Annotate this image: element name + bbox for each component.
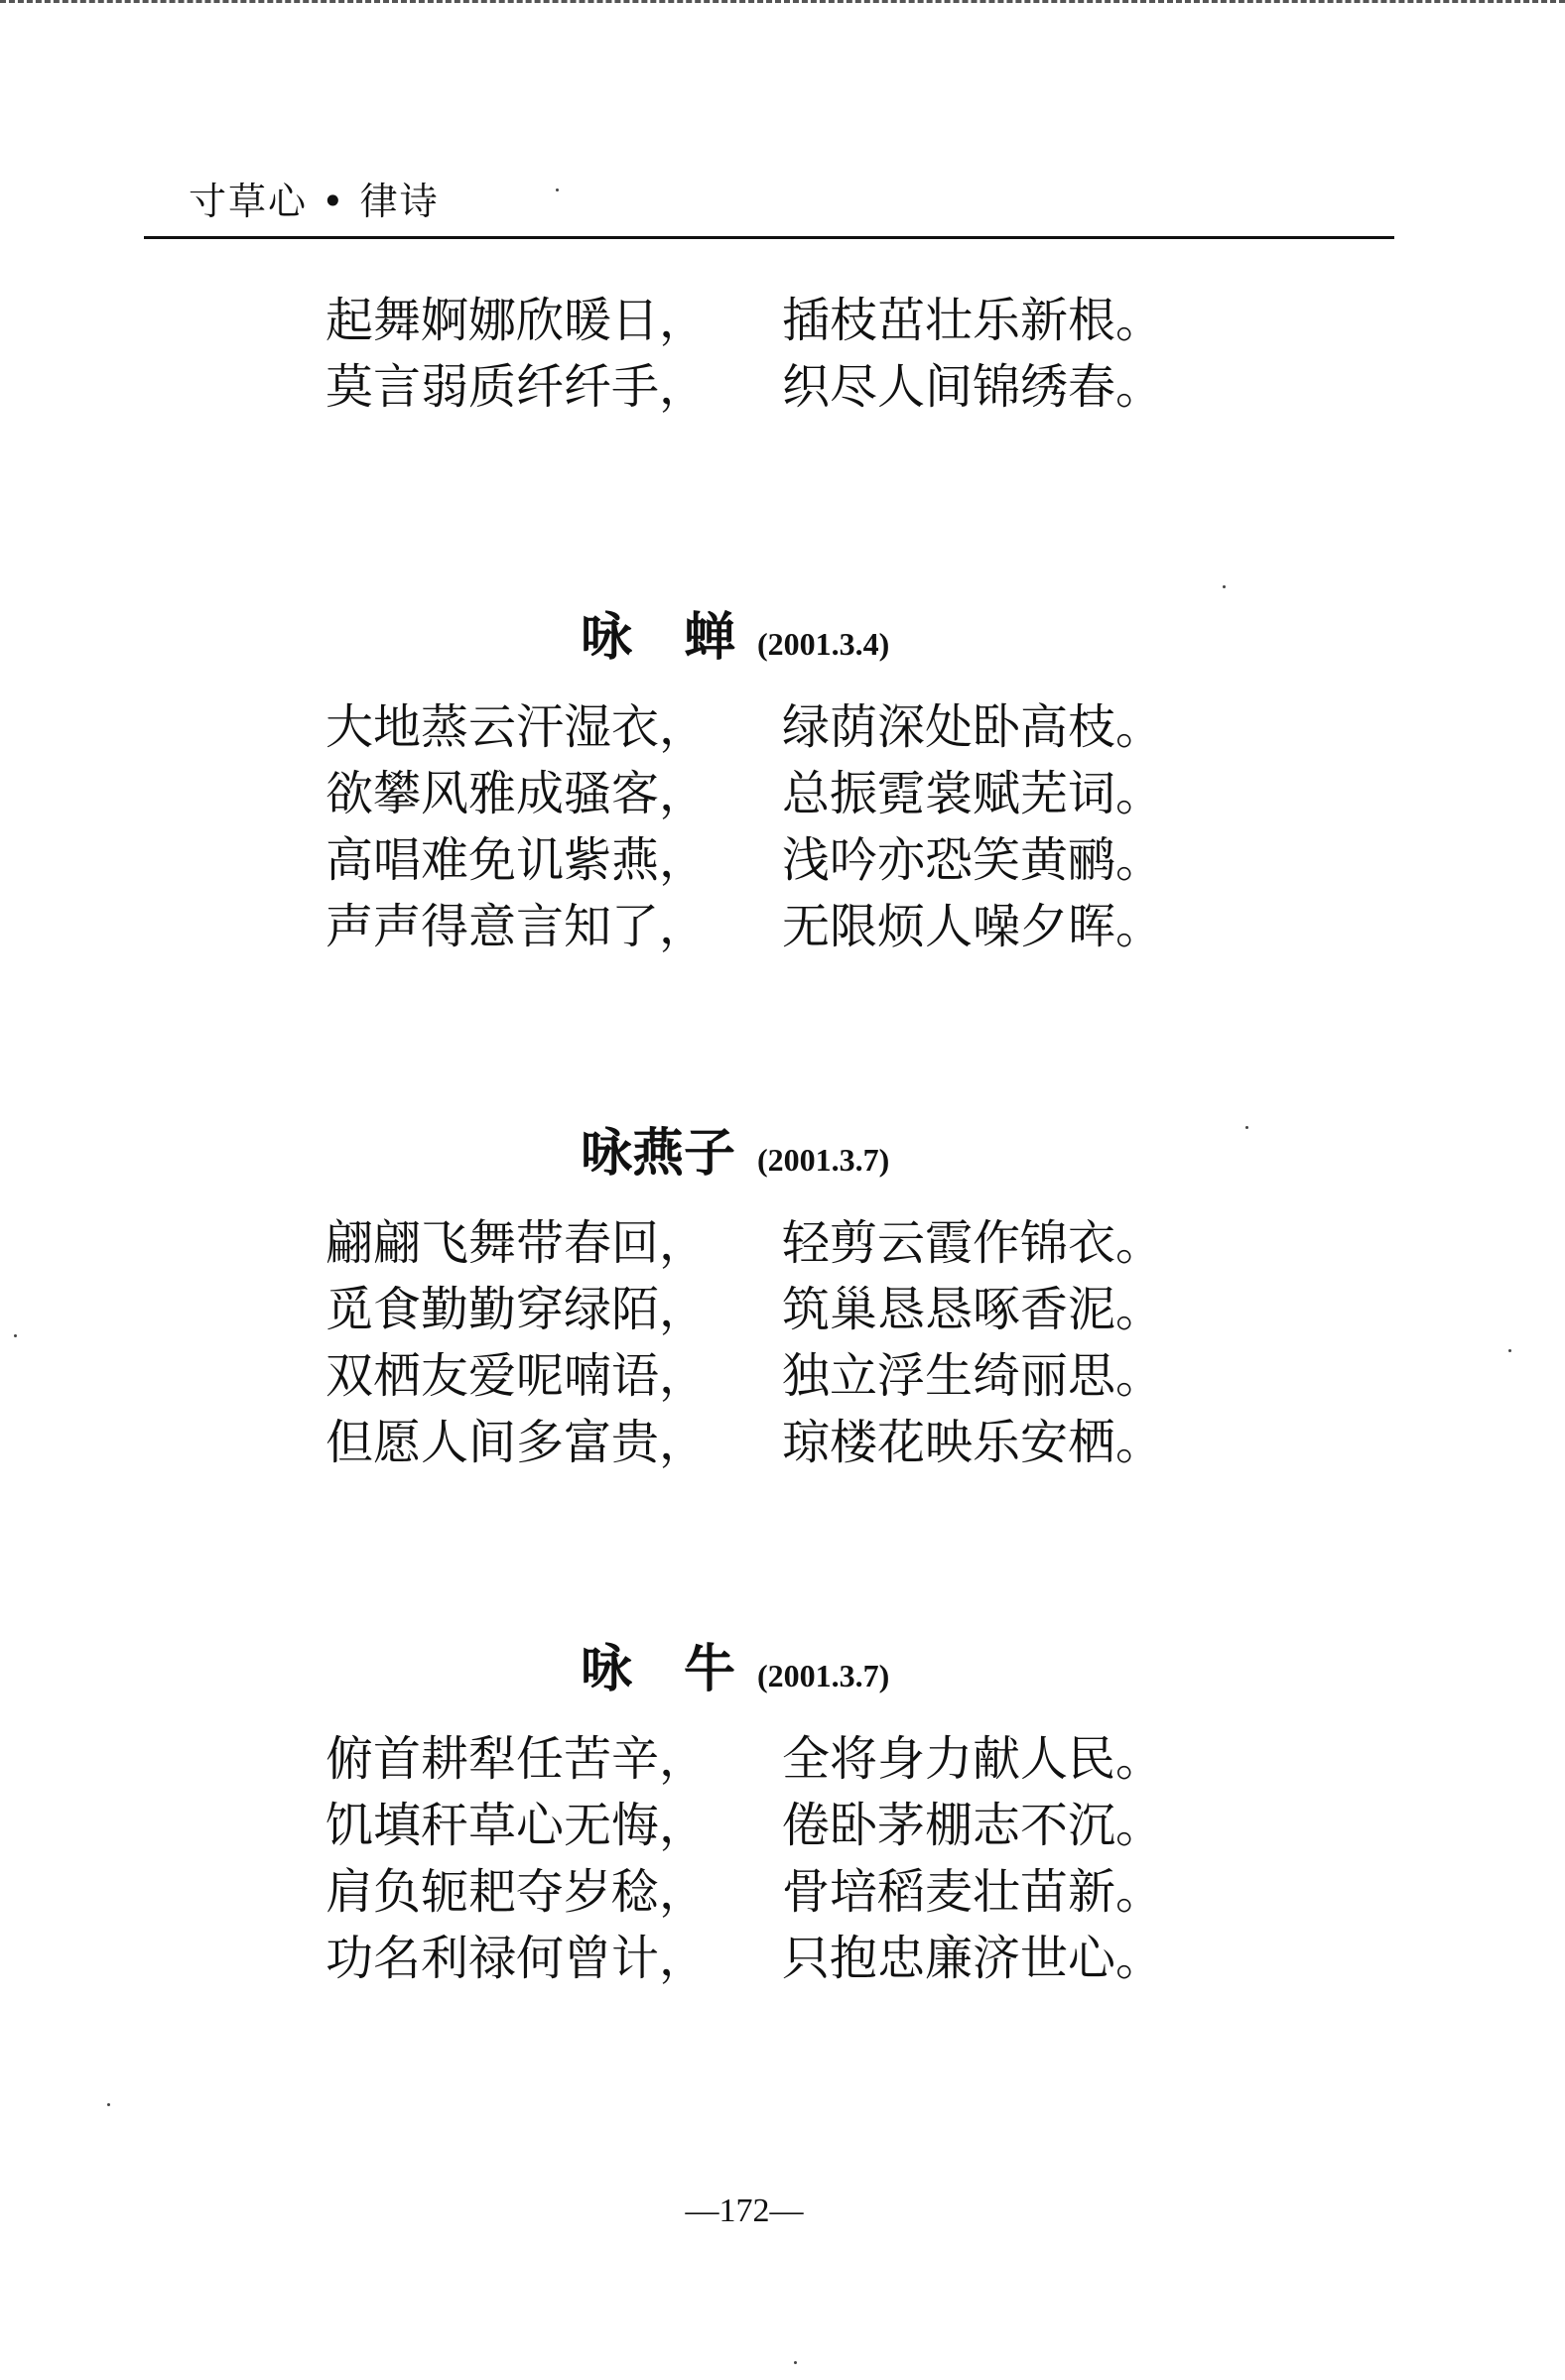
scan-speck — [14, 1334, 17, 1337]
scan-speck — [1223, 585, 1226, 588]
verse-first-half: 但愿人间多富贵， — [326, 1415, 708, 1470]
scan-speck — [794, 2361, 797, 2364]
verse-second-half: 骨培稻麦壮苗新。 — [782, 1864, 1164, 1920]
verse-line — [326, 1410, 1219, 1476]
verse-second-half: 筑巢恳恳啄香泥。 — [782, 1282, 1164, 1337]
verse-first-half: 高唱难免讥紫燕， — [326, 832, 708, 888]
scan-speck — [1245, 1126, 1248, 1129]
verse-line — [326, 1277, 1219, 1343]
poem-title-text: 咏 蝉 — [581, 608, 736, 668]
verse-second-half: 倦卧茅棚志不沉。 — [782, 1798, 1164, 1853]
verse-line — [326, 1343, 1219, 1410]
verse-first-half: 欲攀风雅成骚客， — [326, 766, 708, 821]
verse-second-half: 轻剪云霞作锦衣。 — [782, 1215, 1164, 1271]
poem-title-cicada — [581, 595, 1275, 668]
poem-title-text: 咏燕子 — [581, 1124, 736, 1184]
verse-second-half: 绿荫深处卧高枝。 — [782, 699, 1164, 755]
verse-second-half: 只抱忠廉济世心。 — [782, 1931, 1164, 1986]
poem-stanza-ox — [326, 1726, 1219, 1992]
verse-line — [326, 288, 1219, 354]
poem-date: (2001.3.4) — [757, 626, 890, 662]
verse-second-half: 插枝茁壮乐新根。 — [782, 293, 1164, 348]
verse-second-half: 浅吟亦恐笑黄鹂。 — [782, 832, 1164, 888]
verse-line — [326, 1793, 1219, 1859]
verse-first-half: 莫言弱质纤纤手， — [326, 359, 708, 415]
scan-speck — [1508, 1349, 1511, 1352]
poem-date: (2001.3.7) — [757, 1658, 890, 1693]
verse-line — [326, 1926, 1219, 1992]
verse-line — [326, 761, 1219, 827]
verse-line — [326, 894, 1219, 960]
verse-first-half: 肩负轭耙夺岁稔， — [326, 1864, 708, 1920]
continuation-stanza — [326, 288, 1219, 421]
verse-line — [326, 1726, 1219, 1793]
verse-first-half: 饥填秆草心无悔， — [326, 1798, 708, 1853]
verse-second-half: 织尽人间锦绣春。 — [782, 359, 1164, 415]
verse-second-half: 独立浮生绮丽思。 — [782, 1348, 1164, 1404]
page-number: —172— — [685, 2192, 804, 2229]
verse-line — [326, 694, 1219, 761]
verse-second-half: 琼楼花映乐安栖。 — [782, 1415, 1164, 1470]
verse-line — [326, 1210, 1219, 1277]
verse-first-half: 俯首耕犁任苦辛， — [326, 1731, 708, 1787]
verse-first-half: 声声得意言知了， — [326, 899, 708, 954]
verse-line — [326, 1859, 1219, 1926]
scan-top-edge — [0, 0, 1565, 6]
verse-first-half: 翩翩飞舞带春回， — [326, 1215, 708, 1271]
poem-stanza-swallow — [326, 1210, 1219, 1476]
header-rule — [144, 236, 1394, 239]
verse-second-half: 全将身力献人民。 — [782, 1731, 1164, 1787]
verse-first-half: 功名利禄何曾计， — [326, 1931, 708, 1986]
verse-second-half: 无限烦人噪夕晖。 — [782, 899, 1164, 954]
running-head: 寸草心 • 律诗 — [189, 180, 440, 223]
verse-line — [326, 827, 1219, 894]
verse-second-half: 总振霓裳赋芜词。 — [782, 766, 1164, 821]
poem-stanza-cicada — [326, 694, 1219, 960]
verse-line — [326, 354, 1219, 421]
verse-first-half: 起舞婀娜欣暖日， — [326, 293, 708, 348]
poem-title-ox — [581, 1627, 1275, 1699]
verse-first-half: 大地蒸云汗湿衣， — [326, 699, 708, 755]
poem-title-text: 咏 牛 — [581, 1640, 736, 1699]
scan-speck — [107, 2103, 110, 2106]
poem-date: (2001.3.7) — [757, 1142, 890, 1178]
verse-first-half: 双栖友爱呢喃语， — [326, 1348, 708, 1404]
verse-first-half: 觅食勤勤穿绿陌， — [326, 1282, 708, 1337]
scan-speck — [556, 188, 559, 191]
poem-title-swallow — [581, 1111, 1275, 1184]
